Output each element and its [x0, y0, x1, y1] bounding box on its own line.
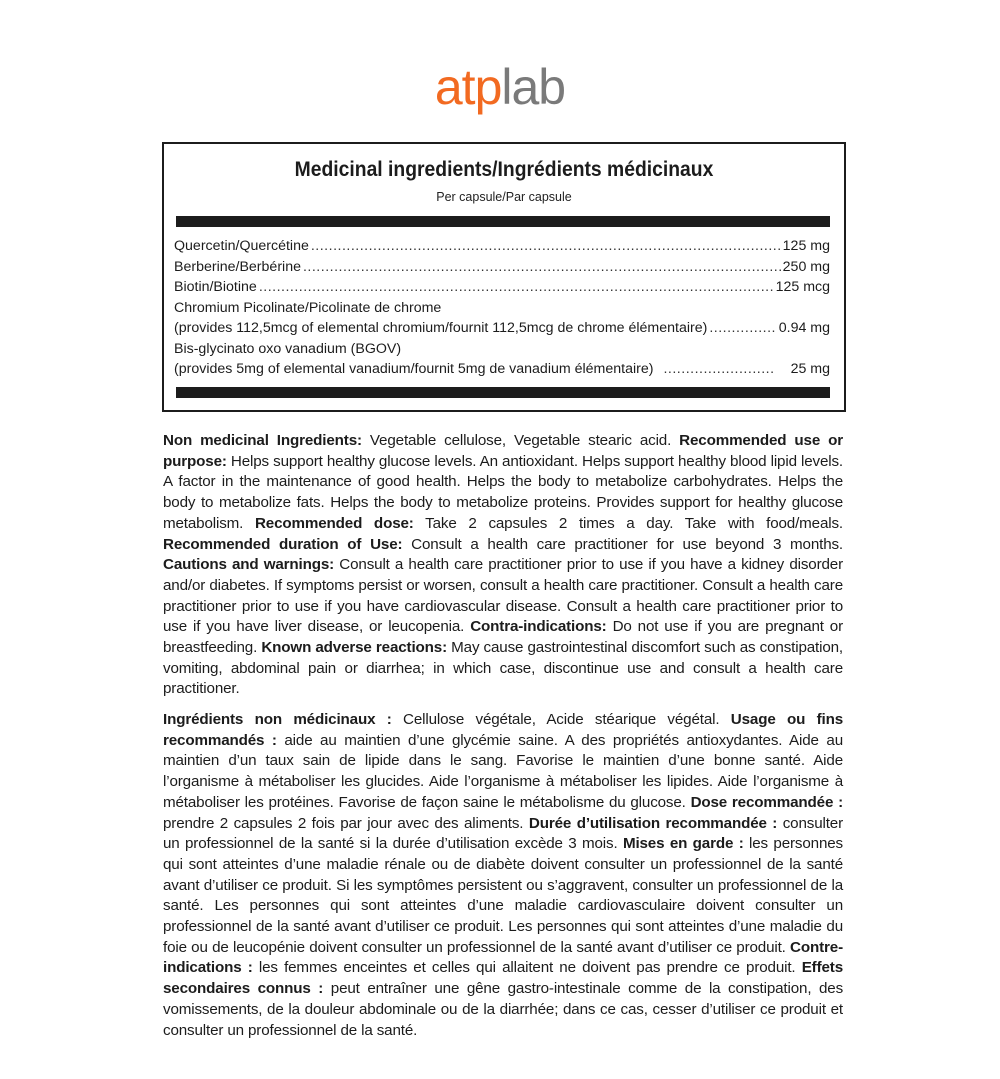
section-text: Vegetable cellulose, Vegetable stearic acid. — [361, 432, 680, 449]
ingredient-amount: 250 mg — [782, 258, 830, 275]
dot-leader — [709, 318, 776, 339]
ingredient-list — [174, 236, 830, 380]
section-text: Consult a health care practitioner for use beyond 3 months. — [402, 535, 844, 553]
divider-bar-bottom — [176, 387, 830, 398]
english-label-text — [163, 431, 843, 700]
section-label: Ingrédients non médicinaux : — [163, 711, 392, 728]
section-label: Effets secondaires connus : — [163, 959, 843, 998]
panel-subtitle: Per capsule/Par capsule — [436, 190, 572, 204]
french-label-text — [163, 710, 843, 1041]
dot-leader — [303, 257, 781, 278]
ingredient-row — [174, 359, 830, 380]
section-text: les femmes enceintes et celles qui allaitent ne doivent pas prendre ce produit. — [252, 959, 802, 977]
ingredient-detail: (provides 5mg of elemental vanadium/fournit 5mg de vanadium élémentaire) — [174, 361, 654, 377]
ingredient-amount: 25 mg — [790, 361, 830, 377]
section-text: Do not use if you are pregnant or breastfeeding. — [163, 618, 843, 657]
section-label: Known adverse reactions: — [261, 639, 447, 657]
section-text: Cellulose végétale, Acide stéarique végétal. — [391, 711, 731, 728]
section-label: Non medicinal Ingredients: — [163, 432, 362, 449]
divider-bar-top — [176, 216, 830, 227]
section-label: Recommended dose: — [254, 514, 414, 532]
ingredient-row — [174, 277, 830, 298]
section-text: aide au maintien d’une glycémie saine. A des propriétés antioxydantes. Aide au maintien d’un taux sain de lipide dans le sang. Favorise le maintien d’une bonne santé. Aide l’organisme à métaboliser les glucides. Aide l’organisme à métaboliser les lipides. Aide l’organisme à métaboliser les protéines. Favorise de façon saine le métabolisme du glucose. — [163, 731, 844, 811]
section-label: Contre-indications : — [163, 938, 843, 977]
section-label: Cautions and warnings: — [163, 556, 335, 574]
section-text: Take 2 capsules 2 times a day. Take with food/meals. — [413, 514, 843, 532]
ingredient-amount: 125 mcg — [775, 279, 830, 295]
medicinal-ingredients-panel — [162, 142, 846, 412]
brand-logo — [0, 52, 1000, 122]
section-label: Mises en garde : — [622, 835, 744, 853]
section-text: les personnes qui sont atteintes d’une maladie rénale ou de diabète doivent consulter un professionnel de la santé avant d’utiliser ce produit. Si les symptômes persistent ou s’aggravent, consulter un professionnel de la santé. Les personnes qui sont atteintes d’une maladie cardiovasculaire doivent consulter un professionnel de la santé avant d’utiliser ce produit. Les personnes qui sont atteintes d’une maladie du foie ou de leucopénie doivent consulter un professionnel de la santé avant d’utiliser ce produit. — [163, 835, 843, 956]
ingredient-detail: (provides 112,5mcg of elemental chromium/fournit 112,5mcg de chrome élémentaire) — [174, 320, 708, 336]
section-text: prendre 2 capsules 2 fois par jour avec des aliments. — [163, 814, 529, 832]
logo-part-lab: lab — [501, 59, 566, 115]
section-label: Contra-indications: — [470, 618, 607, 636]
section-text: consulter un professionnel de la santé si la durée d’utilisation excède 3 mois. — [163, 814, 843, 853]
logo-part-atp: atp — [434, 59, 502, 115]
ingredient-row — [174, 236, 830, 257]
section-label: Usage ou fins recommandés : — [163, 711, 843, 749]
section-text: May cause gastrointestinal discomfort such as constipation, vomiting, abdominal pain or diarrhea; in which case, discontinue use and consult a health care practitioner. — [163, 639, 843, 698]
ingredient-amount: 125 mg — [782, 238, 830, 254]
dot-leader — [311, 236, 781, 257]
ingredient-amount: 0.94 mg — [778, 320, 830, 336]
panel-title: Medicinal ingredients/Ingrédients médicinaux — [294, 158, 714, 181]
ingredient-row — [174, 257, 830, 278]
dot-leader — [663, 359, 775, 380]
dot-leader — [259, 277, 774, 298]
section-label: Dose recommandée : — [690, 793, 843, 811]
ingredient-name: Bis-glycinato oxo vanadium (BGOV) — [174, 340, 402, 357]
section-text: peut entraîner une gêne gastro-intestinale comme de la constipation, des vomissements, de la douleur abdominale ou de la diarrhée; dans ce cas, cesser d’utiliser ce produit et consulter un professionnel de la santé. — [163, 980, 844, 1039]
ingredient-name: Chromium Picolinate/Picolinate de chrome — [174, 299, 442, 316]
section-text: Helps support healthy glucose levels. An antioxidant. Helps support healthy blood lipid levels. A factor in the maintenance of good health. Helps the body to metabolize carbohydrates. Helps the body to metabolize fats. Helps the body to metabolize proteins. Provides support for healthy glucose metabolism. — [163, 452, 843, 532]
section-label: Durée d’utilisation recommandée : — [528, 814, 778, 832]
section-text: Consult a health care practitioner prior to use if you have a kidney disorder and/or diabetes. If symptoms persist or worsen, consult a health care practitioner. Consult a health care practitioner prior to use if you have cardiovascular disease. Consult a health care practitioner prior to use if you have liver disease, or leucopenia. — [163, 556, 843, 636]
section-label: Recommended duration of Use: — [163, 535, 403, 553]
ingredient-row — [174, 318, 830, 339]
ingredient-name: Berberine/Berbérine — [174, 258, 301, 275]
ingredient-name: Quercetin/Quercétine — [174, 238, 309, 254]
ingredient-name: Biotin/Biotine — [174, 279, 257, 295]
section-label: Recommended use or purpose: — [163, 432, 844, 470]
